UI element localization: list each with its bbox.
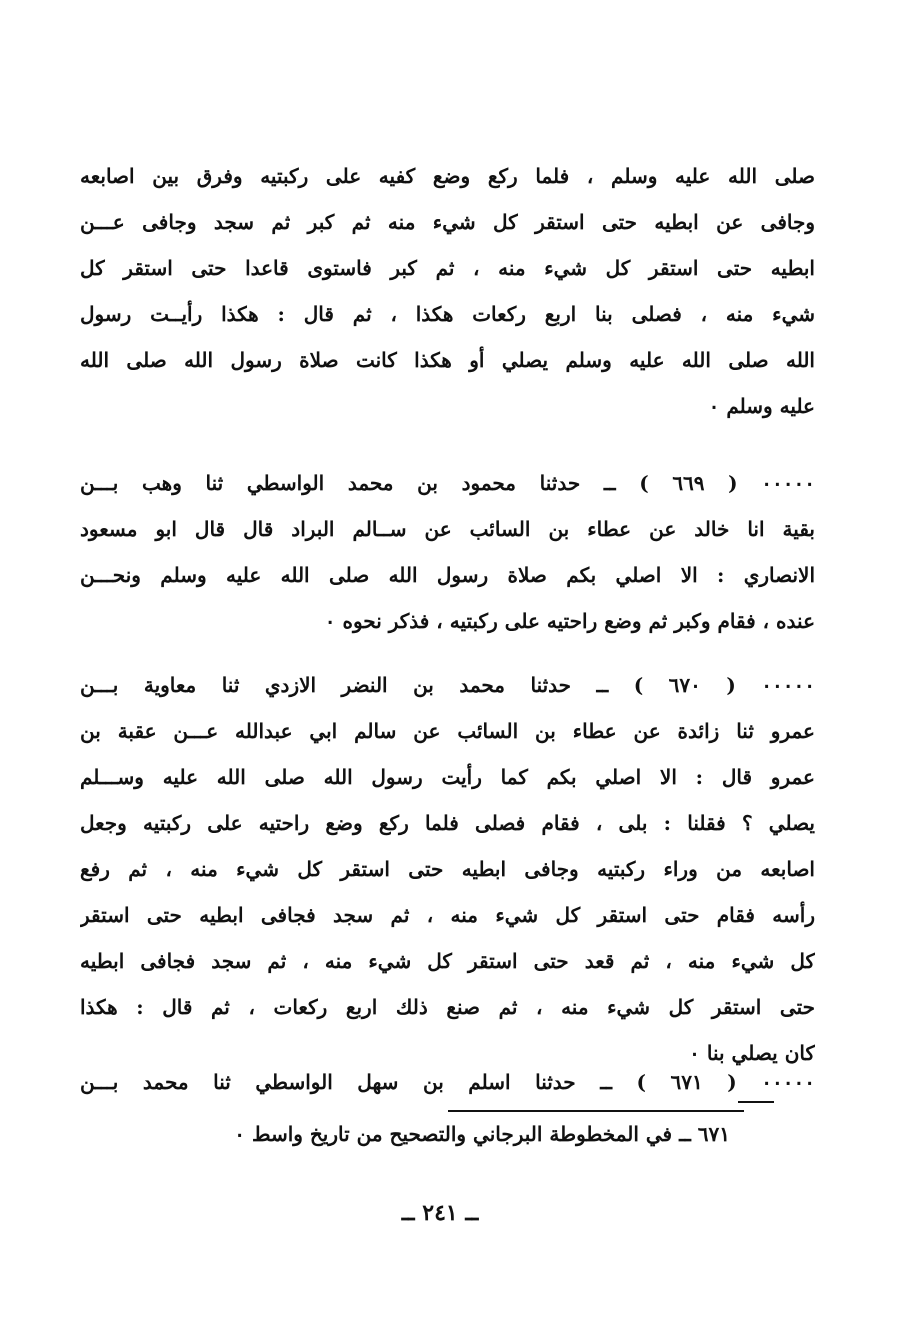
text-line: عليه وسلم ٠: [708, 394, 815, 418]
hadith-669: [80, 460, 815, 644]
text-line: وجافى عن ابطيه حتى استقر كل شيء منه ثم كبر ثم سجد وجافى عـــن: [80, 210, 815, 234]
text-line: الانصاري : الا اصلي بكم صلاة رسول الله صلى الله عليه وسلم ونحـــن: [80, 563, 815, 587]
text-line: صلى الله عليه وسلم ، فلما ركع وضع كفيه على ركبتيه وفرق بين اصابعه: [80, 164, 815, 188]
text-line: عمرو قال : الا اصلي بكم كما رأيت رسول الله صلى الله عليه وســـلم: [80, 765, 815, 789]
text-line: كل شيء منه ، ثم قعد حتى استقر كل شيء منه ، ثم سجد فجافى ابطيه: [80, 949, 815, 973]
text-line: عمرو ثنا زائدة عن عطاء بن السائب عن سالم ابي عبدالله عـــن عقبة بن: [80, 719, 815, 743]
text-line: بقية انا خالد عن عطاء بن السائب عن ســالم البراد قال قال ابو مسعود: [80, 517, 815, 541]
text-line: رأسه فقام حتى استقر كل شيء منه ، ثم سجد فجافى ابطيه حتى استقر: [80, 903, 815, 927]
text-line: شيء منه ، فصلى بنا اربع ركعات هكذا ، ثم قال : هكذا رأيــت رسول: [80, 302, 815, 326]
text-line: ٠٠٠٠٠ ( ٦٧١ ) ــ حدثنا اسلم بن سهل الواسطي ثنا محمد بـــن: [80, 1070, 815, 1094]
text-line: عنده ، فقام وكبر ثم وضع راحتيه على ركبتيه ، فذكر نحوه ٠: [324, 609, 815, 633]
text-line: حتى استقر كل شيء منه ، ثم صنع ذلك اربع ركعات ، ثم قال : هكذا: [80, 995, 815, 1019]
text-line: ٠٠٠٠٠ ( ٦٦٩ ) ــ حدثنا محمود بن محمد الواسطي ثنا وهب بـــن: [80, 471, 815, 495]
text-line: الله صلى الله عليه وسلم يصلي أو هكذا كانت صلاة رسول الله صلى الله: [80, 348, 815, 372]
hadith-670: [80, 662, 815, 1076]
text-line: كان يصلي بنا ٠: [689, 1041, 815, 1065]
page-number: ــ ٢٤١ ــ: [401, 1200, 479, 1226]
text-line: ابطيه حتى استقر كل شيء منه ، ثم كبر فاستوى قاعدا حتى استقر كل: [80, 256, 815, 280]
paragraph-1: [80, 153, 815, 429]
hadith-671: [80, 1059, 815, 1105]
text-line: اصابعه من وراء ركبتيه وجافى ابطيه حتى استقر كل شيء منه ، ثم رفع: [80, 857, 815, 881]
text-line: ٠٠٠٠٠ ( ٦٧٠ ) ــ حدثنا محمد بن النضر الازدي ثنا معاوية بـــن: [80, 673, 815, 697]
footnote-marker-dash: [738, 1101, 774, 1103]
text-line: يصلي ؟ فقلنا : بلى ، فقام فصلى فلما ركع وضع راحتيه على ركبتيه وجعل: [80, 811, 815, 835]
footnote: ٦٧١ ــ في المخطوطة البرجاني والتصحيح من تاريخ واسط ٠: [234, 1122, 730, 1146]
